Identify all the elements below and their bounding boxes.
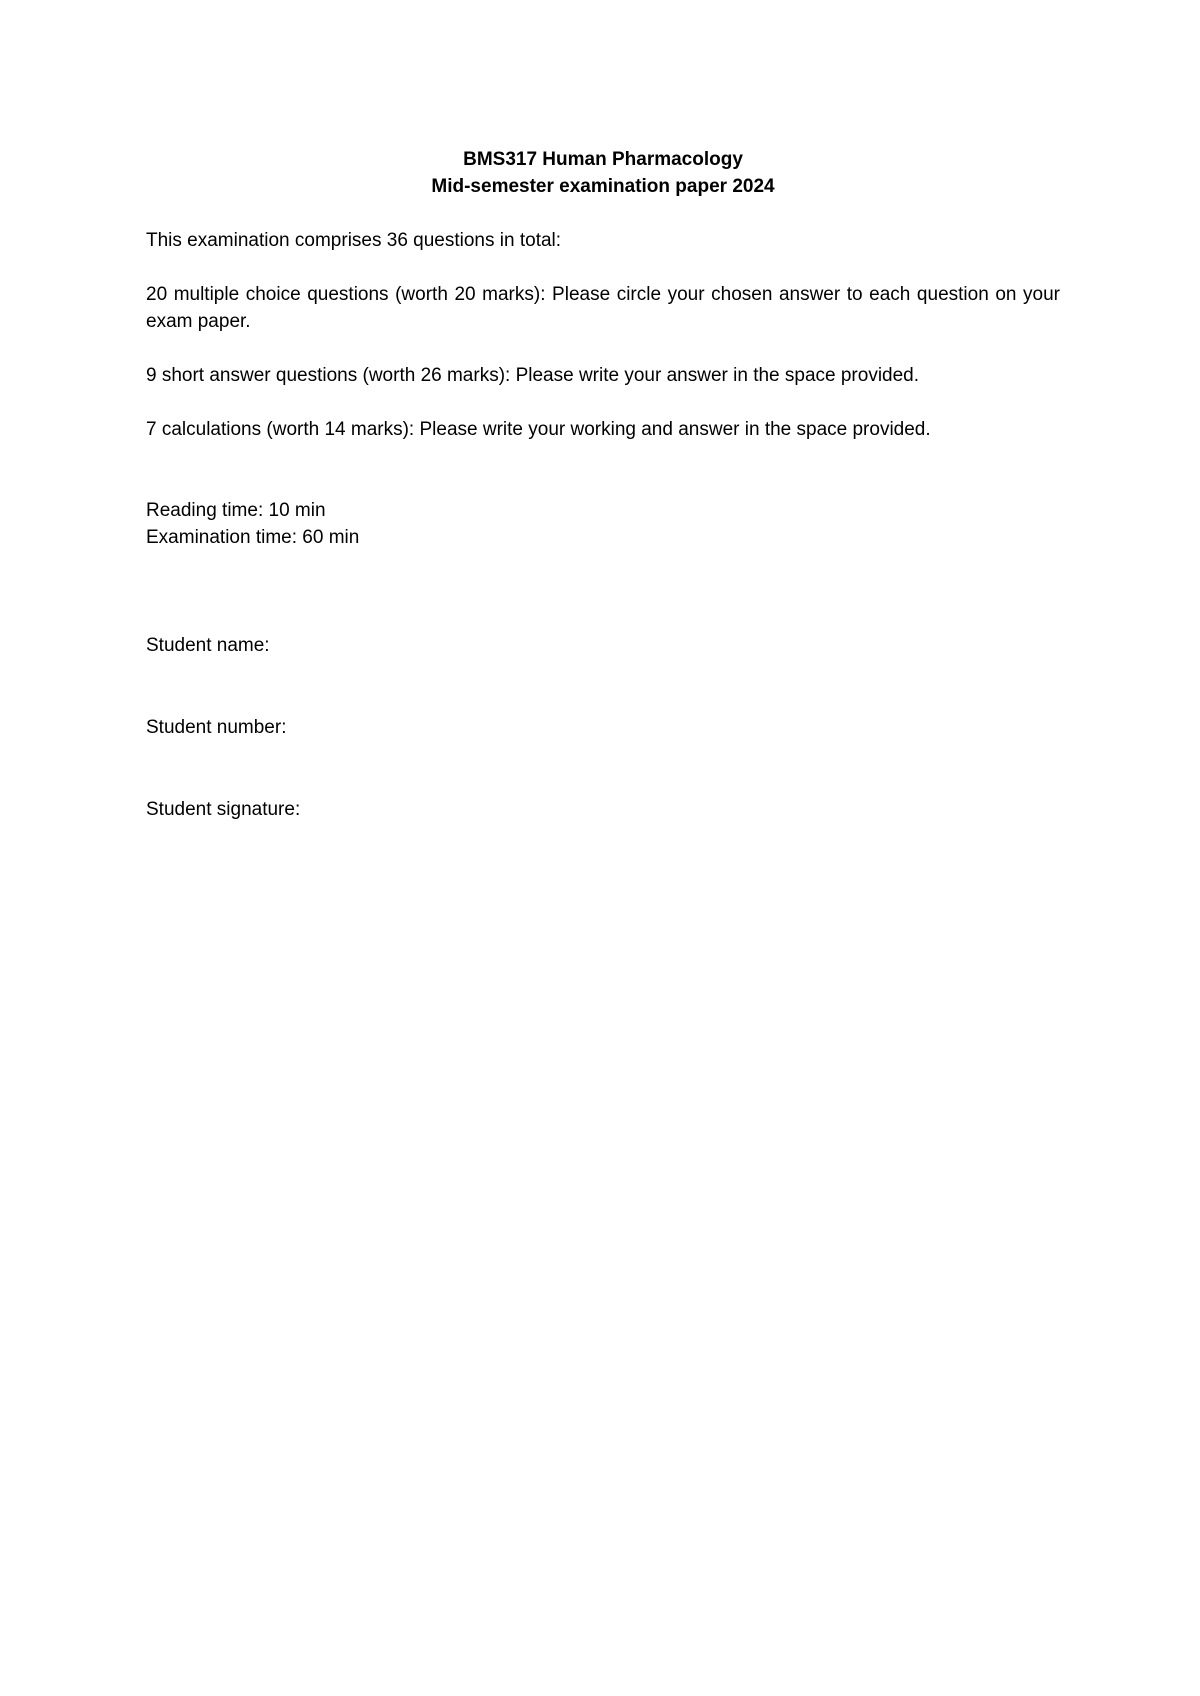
mcq-instructions: 20 multiple choice questions (worth 20 marks): Please circle your chosen answer to each question on your exam paper.	[146, 284, 1060, 332]
title-block	[146, 146, 1060, 200]
reading-time: Reading time: 10 min	[146, 500, 326, 521]
examination-time: Examination time: 60 min	[146, 527, 360, 548]
short-answer-instructions: 9 short answer questions (worth 26 marks): Please write your answer in the space provided.	[146, 365, 920, 386]
course-title: BMS317 Human Pharmacology	[463, 149, 743, 170]
page-content	[146, 146, 1060, 823]
student-number-label: Student number:	[146, 717, 287, 738]
time-block	[146, 497, 1060, 551]
exam-subtitle: Mid-semester examination paper 2024	[431, 176, 775, 197]
intro-text: This examination comprises 36 questions in total:	[146, 230, 562, 251]
student-signature-label: Student signature:	[146, 799, 301, 820]
calculations-instructions: 7 calculations (worth 14 marks): Please write your working and answer in the space provided.	[146, 419, 931, 440]
student-name-label: Student name:	[146, 635, 270, 656]
